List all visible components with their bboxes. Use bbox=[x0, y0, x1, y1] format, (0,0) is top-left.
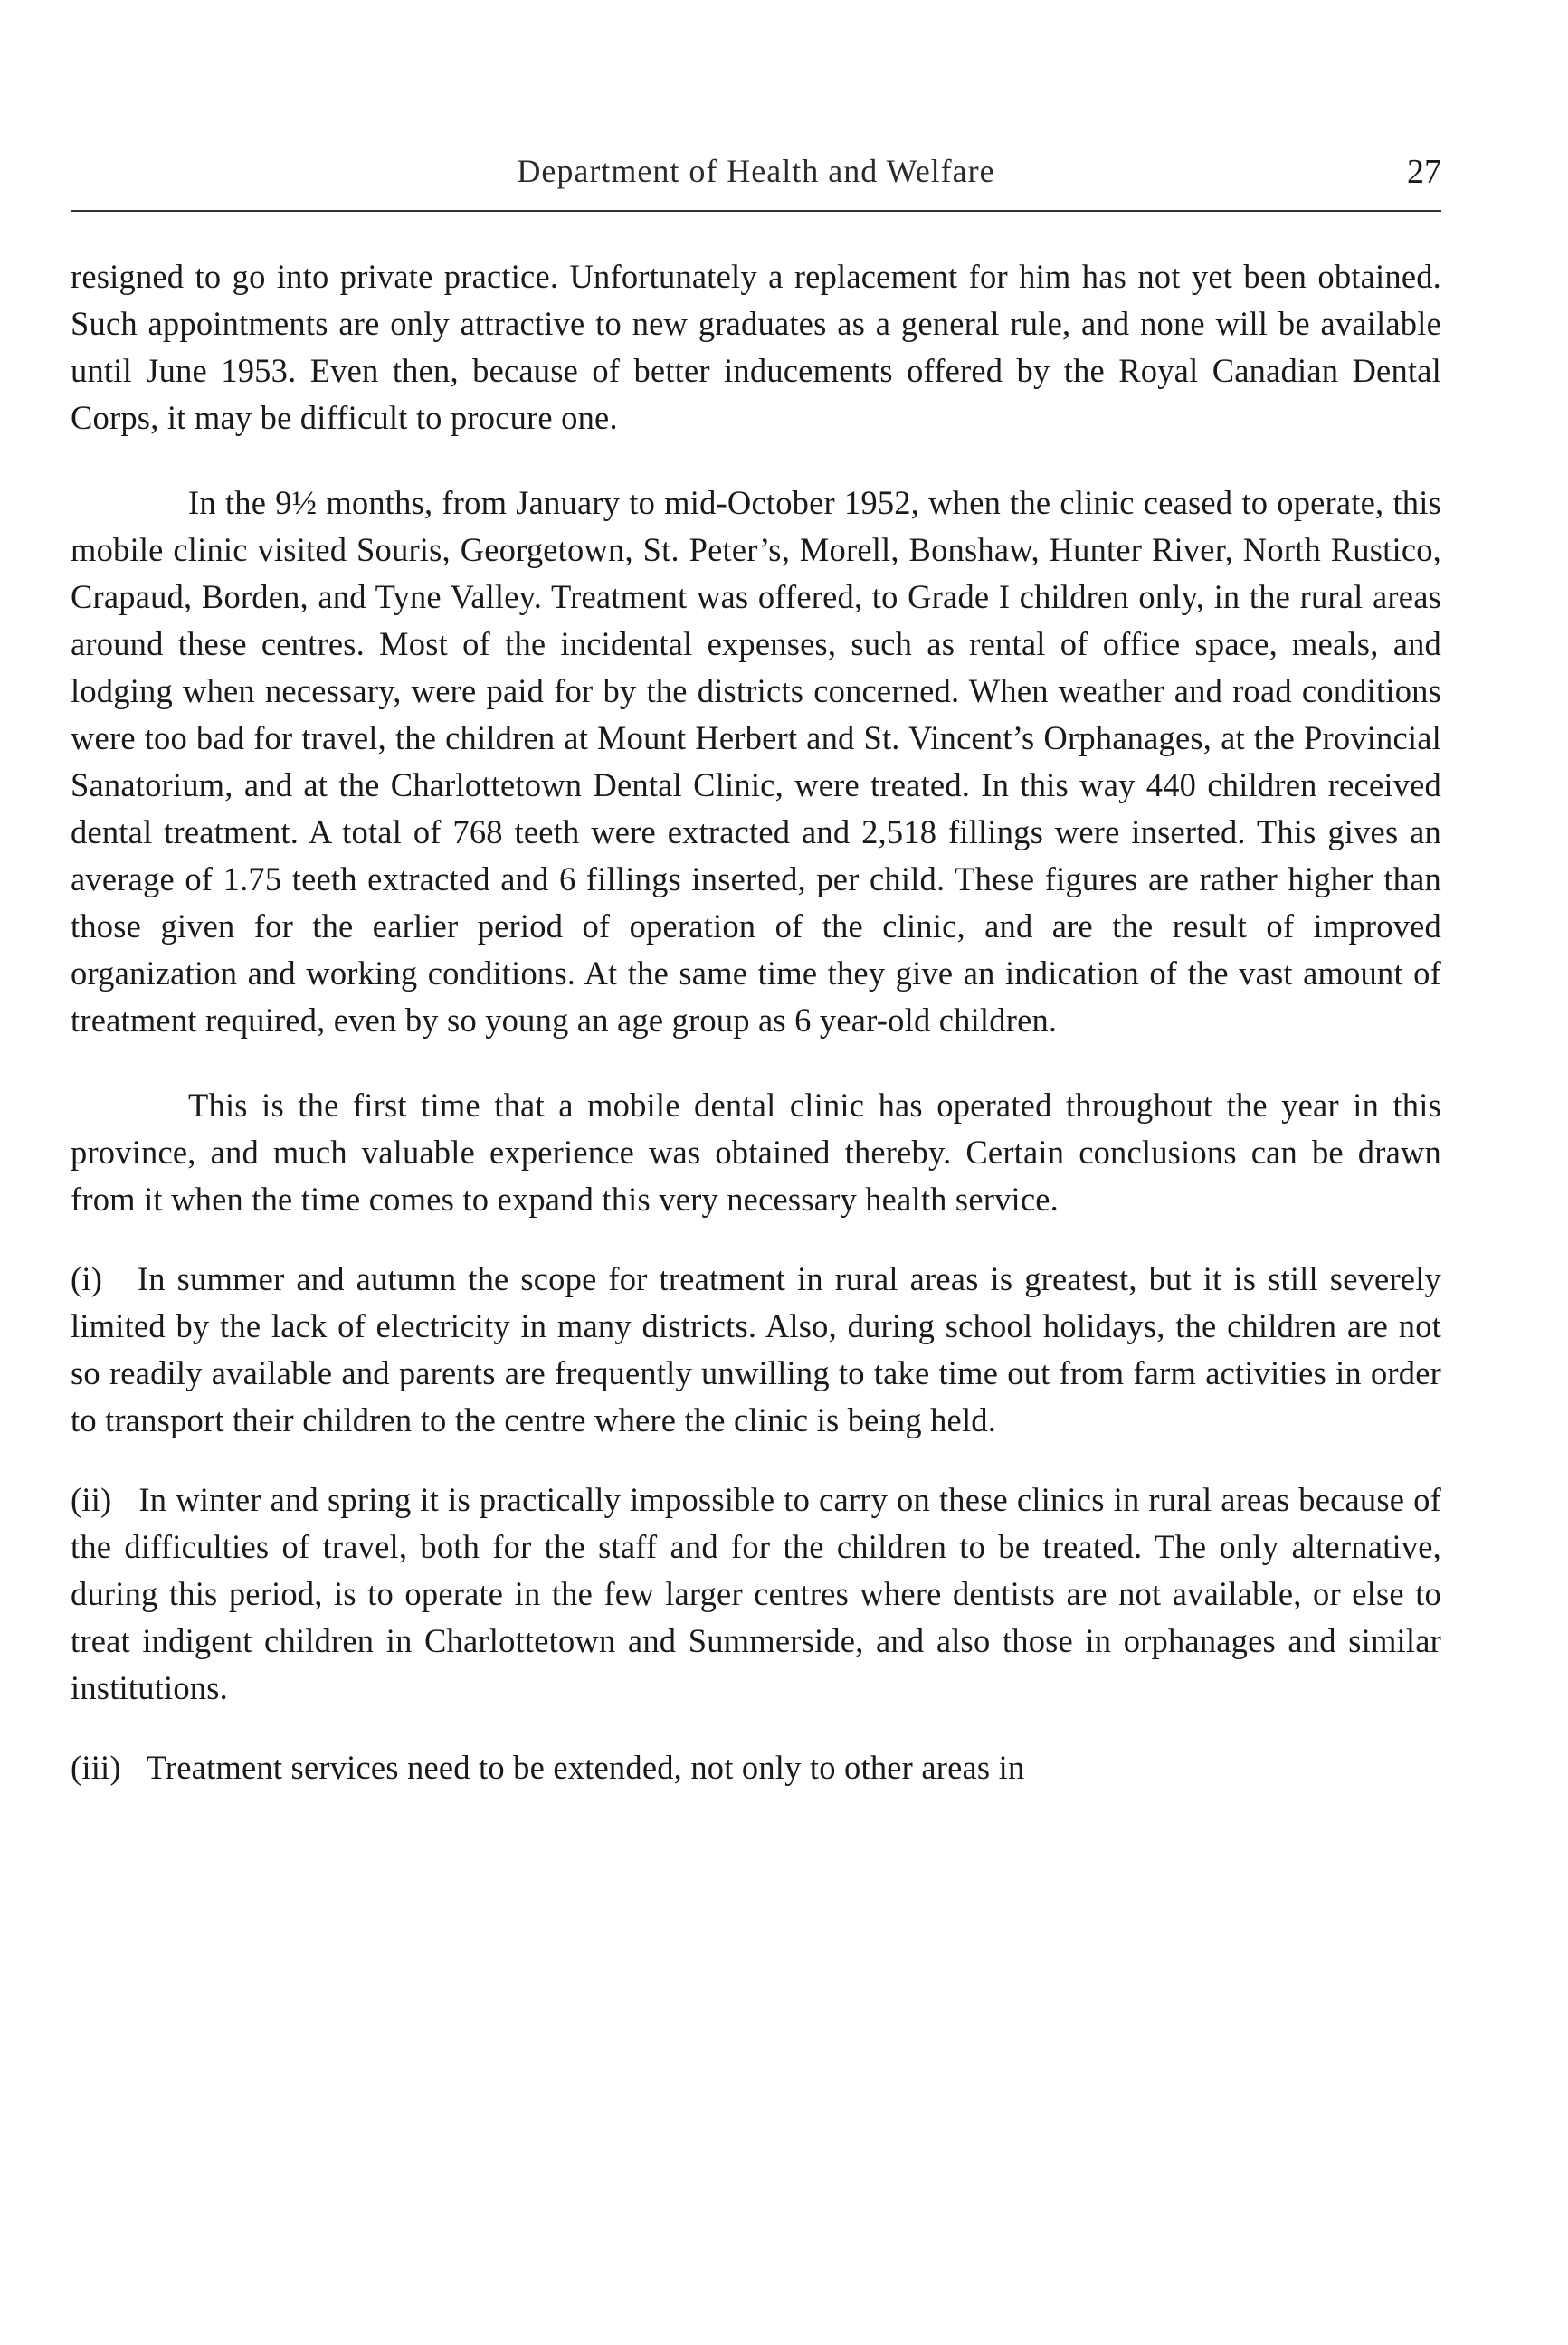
list-item-iii bbox=[71, 1744, 1441, 1791]
list-item-i bbox=[71, 1256, 1441, 1444]
list-item-label: (i) bbox=[71, 1260, 103, 1297]
running-header bbox=[71, 152, 1441, 199]
list-item-text: Treatment services need to be extended, not only to other areas in bbox=[146, 1749, 1025, 1786]
paragraph-clinic-visits: In the 9½ months, from January to mid-October 1952, when the clinic ceased to operate, this mobile clinic visited Souris, Georgetown, St. Peter’s, Morell, Bonshaw, Hunter River, North Rustico, Crapaud, Borden, and Tyne Valley. Treatment was offered, to Grade I children only, in the rural areas around these centres. Most of the incidental expenses, such as rental of office space, meals, and lodging when necessary, were paid for by the districts concerned. When weather and road conditions were too bad for travel, the children at Mount Herbert and St. Vincent’s Orphanages, at the Provincial Sanatorium, and at the Charlottetown Dental Clinic, were treated. In this way 440 children received dental treatment. A total of 768 teeth were extracted and 2,518 fillings were inserted. This gives an average of 1.75 teeth extracted and 6 fillings inserted, per child. These figures are rather higher than those given for the earlier period of operation of the clinic, and are the result of improved organization and working conditions. At the same time they give an indication of the vast amount of treatment required, even by so young an age group as 6 year-old children. bbox=[71, 484, 1441, 1039]
list-item-text: In summer and autumn the scope for treatment in rural areas is greatest, but it is still severely limited by the lack of electricity in many districts. Also, during school holidays, the children are not so readily available and parents are frequently unwilling to take time out from farm activities in order to transport their children to the centre where the clinic is being held. bbox=[71, 1260, 1441, 1438]
running-title: Department of Health and Welfare bbox=[517, 153, 995, 189]
list-item-label: (iii) bbox=[71, 1749, 121, 1786]
paragraph-continuation: resigned to go into private practice. Unfortunately a replacement for him has not yet been obtained. Such appointments are only attractive to new graduates as a general rule, and none will be available until June 1953. Even then, because of better inducements offered by the Royal Canadian Dental Corps, it may be difficult to procure one. bbox=[71, 258, 1441, 436]
paragraph-first-time: This is the first time that a mobile dental clinic has operated throughout the year in this province, and much valuable experience was obtained thereby. Certain conclusions can be drawn from it when the time comes to expand this very necessary health service. bbox=[71, 1087, 1441, 1218]
body-text bbox=[71, 253, 1441, 1791]
document-page bbox=[71, 0, 1441, 2345]
list-item-text: In winter and spring it is practically impossible to carry on these clinics in rural areas because of the difficulties of travel, both for the staff and for the children to be treated. The only alternative, during this period, is to operate in the few larger centres where dentists are not available, or else to treat indigent children in Charlottetown and Summerside, and also those in orphanages and similar institutions. bbox=[71, 1481, 1441, 1706]
page-number: 27 bbox=[1407, 153, 1441, 191]
header-rule bbox=[71, 210, 1441, 212]
list-item-label: (ii) bbox=[71, 1481, 112, 1518]
list-item-ii bbox=[71, 1476, 1441, 1712]
